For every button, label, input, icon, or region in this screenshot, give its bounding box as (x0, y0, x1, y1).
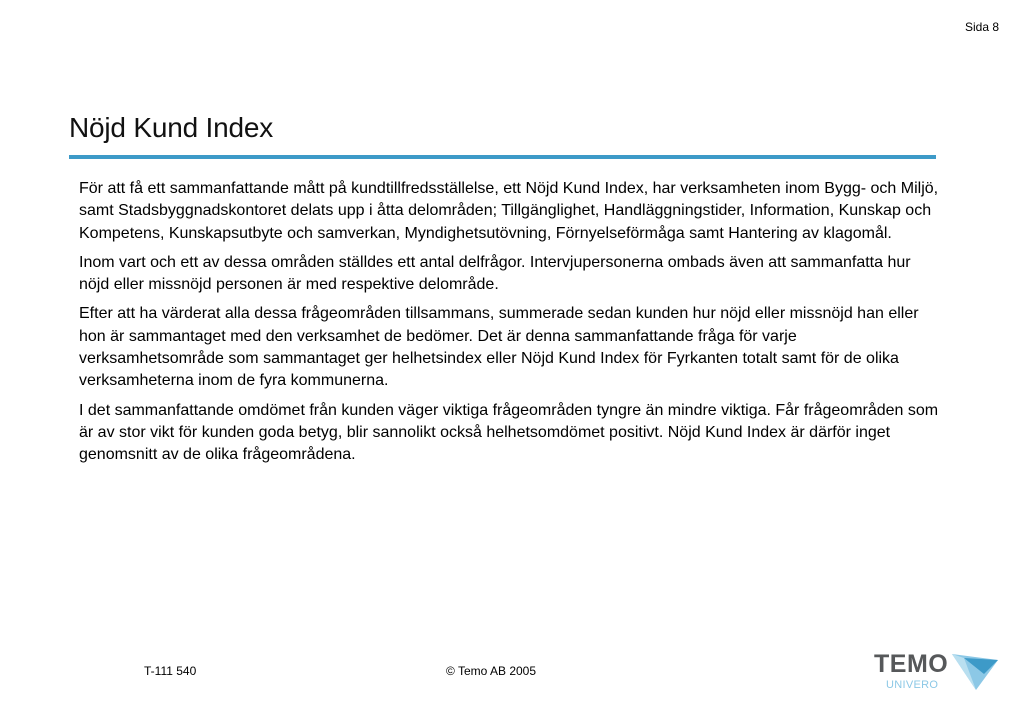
paragraph-1: För att få ett sammanfattande mått på kundtillfredsställelse, ett Nöjd Kund Index, har verksamheten inom Bygg- och Miljö, samt Stadsbyggnadskontoret delats upp i åtta delområden; Tillgänglighet, Handläggningstider, Information, Kunskap och Kompetens, Kunskapsutbyte och samverkan, Myndighetsutövning, Förnyelseförmåga samt Hantering av klagomål. (79, 180, 939, 242)
slide-title: Nöjd Kund Index (69, 112, 274, 143)
footer-copyright: © Temo AB 2005 (446, 664, 537, 678)
title-underline (69, 155, 936, 159)
logo-subtext: UNIVERO (886, 679, 939, 691)
body-text (79, 178, 939, 474)
footer-doc-code: T-111 540 (144, 664, 197, 678)
logo-mark-icon (950, 650, 1000, 692)
logo-wordmark: TEMO (874, 650, 949, 678)
paragraph-3: Efter att ha värderat alla dessa frågeområden tillsammans, summerade sedan kunden hur nöjd eller missnöjd han eller hon är sammantaget med den verksamhet de bedömer. Det är denna sammanfattande fråga för varje verksamhetsområde som sammantaget ger helhetsindex eller Nöjd Kund Index för Fyrkanten totalt samt för de olika verksamheterna inom de fyra kommunerna. (79, 305, 919, 390)
paragraph-4: I det sammanfattande omdömet från kunden väger viktiga frågeområden tyngre än mindre viktiga. Får frågeområden som är av stor vikt för kunden goda betyg, blir sannolikt också helhetsomdömet positivt. Nöjd Kund Index är därför inget genomsnitt av de olika frågeområdena. (79, 401, 939, 464)
page-number: Sida 8 (964, 20, 999, 34)
temo-logo (872, 650, 1002, 696)
paragraph-2: Inom vart och ett av dessa områden ställdes ett antal delfrågor. Intervjupersonerna ombads även att sammanfatta hur nöjd eller missnöjd personen är med respektive delområde. (79, 253, 911, 294)
